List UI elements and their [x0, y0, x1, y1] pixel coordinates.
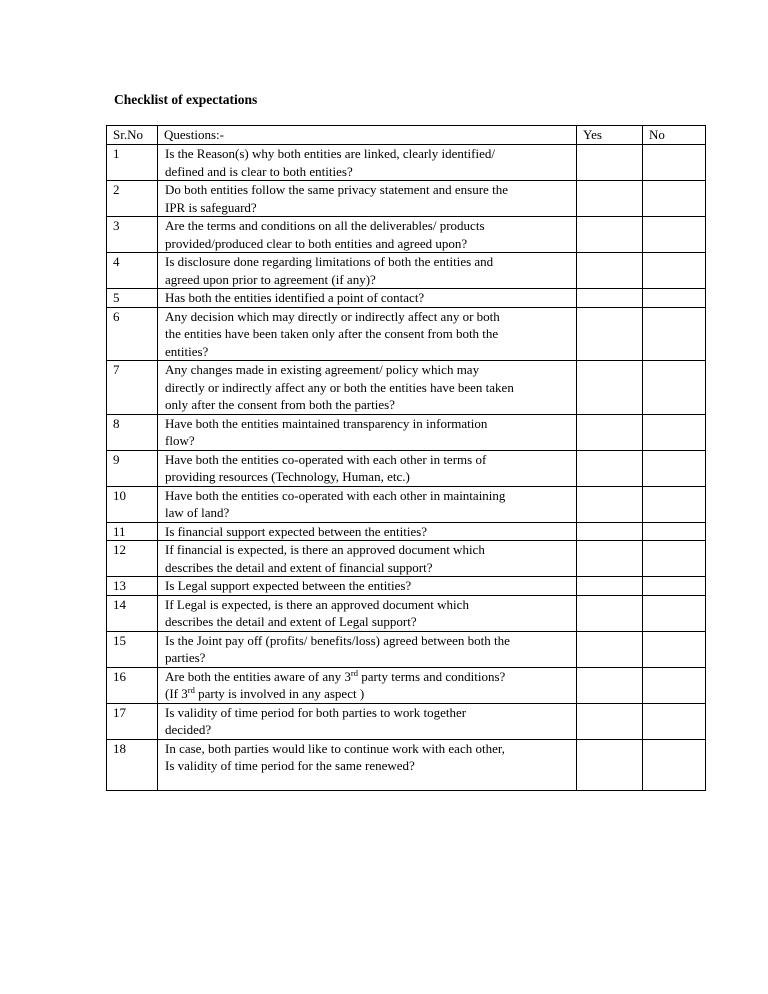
no-answer-cell[interactable] [643, 739, 706, 790]
question-text: party terms and conditions? [358, 668, 506, 684]
row-number: 18 [107, 739, 158, 790]
question-text: If financial is expected, is there an approved document which [165, 542, 485, 557]
question-text: Is the Reason(s) why both entities are linked, clearly identified/ [165, 146, 495, 161]
question-text: provided/produced clear to both entities and agreed upon? [165, 235, 468, 251]
row-number: 13 [107, 577, 158, 596]
checklist-table [106, 125, 706, 791]
row-number: 2 [107, 181, 158, 217]
yes-answer-cell[interactable] [577, 217, 643, 253]
row-number: 12 [107, 541, 158, 577]
question-text: Is disclosure done regarding limitations of both the entities and [165, 254, 494, 269]
yes-answer-cell[interactable] [577, 450, 643, 486]
yes-answer-cell[interactable] [577, 631, 643, 667]
table-row [107, 739, 706, 790]
table-row [107, 703, 706, 739]
question-text: Is validity of time period for both parties to work together [165, 704, 467, 720]
table-row [107, 631, 706, 667]
yes-answer-cell[interactable] [577, 145, 643, 181]
question-cell [158, 289, 577, 308]
table-row [107, 667, 706, 703]
ordinal-suffix: rd [350, 667, 358, 678]
question-text: agreed upon prior to agreement (if any)? [165, 271, 376, 287]
question-text: (If 3 [165, 686, 188, 701]
question-text: IPR is safeguard? [165, 199, 257, 215]
question-text: party is involved in any aspect ) [194, 686, 365, 701]
row-number: 15 [107, 631, 158, 667]
table-row [107, 253, 706, 289]
question-text: Have both the entities co-operated with each other in maintaining [165, 487, 506, 503]
table-row [107, 289, 706, 308]
question-text: decided? [165, 722, 212, 737]
no-answer-cell[interactable] [643, 577, 706, 596]
yes-answer-cell[interactable] [577, 253, 643, 289]
table-row [107, 577, 706, 596]
header-no: No [643, 126, 706, 145]
question-text: Has both the entities identified a point of contact? [165, 290, 425, 305]
no-answer-cell[interactable] [643, 522, 706, 541]
row-number: 4 [107, 253, 158, 289]
yes-answer-cell[interactable] [577, 667, 643, 703]
question-cell [158, 522, 577, 541]
no-answer-cell[interactable] [643, 307, 706, 361]
yes-answer-cell[interactable] [577, 595, 643, 631]
question-text: Have both the entities maintained transparency in information [165, 415, 488, 431]
question-text: the entities have been taken only after the consent from both the [165, 326, 499, 341]
table-row [107, 450, 706, 486]
no-answer-cell[interactable] [643, 631, 706, 667]
table-row [107, 414, 706, 450]
table-row [107, 307, 706, 361]
no-answer-cell[interactable] [643, 145, 706, 181]
table-row [107, 181, 706, 217]
no-answer-cell[interactable] [643, 253, 706, 289]
table-row [107, 486, 706, 522]
row-number: 9 [107, 450, 158, 486]
yes-answer-cell[interactable] [577, 703, 643, 739]
no-answer-cell[interactable] [643, 667, 706, 703]
yes-answer-cell[interactable] [577, 289, 643, 308]
question-cell [158, 450, 577, 486]
no-answer-cell[interactable] [643, 450, 706, 486]
no-answer-cell[interactable] [643, 361, 706, 415]
yes-answer-cell[interactable] [577, 522, 643, 541]
question-text: Is validity of time period for the same renewed? [165, 758, 415, 773]
no-answer-cell[interactable] [643, 541, 706, 577]
question-text: Have both the entities co-operated with each other in terms of [165, 451, 487, 467]
row-number: 8 [107, 414, 158, 450]
header-yes: Yes [577, 126, 643, 145]
no-answer-cell[interactable] [643, 595, 706, 631]
question-text: providing resources (Technology, Human, etc.) [165, 469, 410, 484]
no-answer-cell[interactable] [643, 289, 706, 308]
row-number: 10 [107, 486, 158, 522]
question-text: parties? [165, 650, 206, 665]
question-text: entities? [165, 343, 209, 359]
row-number: 14 [107, 595, 158, 631]
question-text: Is Legal support expected between the entities? [165, 578, 412, 593]
ordinal-suffix: rd [187, 685, 195, 695]
question-text: flow? [165, 433, 195, 448]
row-number: 6 [107, 307, 158, 361]
question-text: only after the consent from both the parties? [165, 397, 395, 412]
question-cell [158, 361, 577, 415]
question-cell [158, 145, 577, 181]
no-answer-cell[interactable] [643, 703, 706, 739]
question-text: Are the terms and conditions on all the deliverables/ products [165, 218, 485, 233]
question-text: If Legal is expected, is there an approved document which [165, 596, 469, 612]
yes-answer-cell[interactable] [577, 307, 643, 361]
no-answer-cell[interactable] [643, 217, 706, 253]
row-number: 7 [107, 361, 158, 415]
question-text: defined and is clear to both entities? [165, 163, 353, 179]
checklist-body [107, 145, 706, 791]
question-cell [158, 667, 577, 703]
question-text: law of land? [165, 505, 230, 520]
table-row [107, 145, 706, 181]
question-cell [158, 486, 577, 522]
question-cell [158, 577, 577, 596]
question-cell [158, 595, 577, 631]
question-text: describes the detail and extent of Legal support? [165, 614, 417, 629]
question-cell [158, 739, 577, 790]
question-cell [158, 307, 577, 361]
no-answer-cell[interactable] [643, 414, 706, 450]
yes-answer-cell[interactable] [577, 414, 643, 450]
row-number: 11 [107, 522, 158, 541]
yes-answer-cell[interactable] [577, 181, 643, 217]
question-text: directly or indirectly affect any or both the entities have been taken [165, 379, 514, 395]
yes-answer-cell[interactable] [577, 577, 643, 596]
question-text: Is the Joint pay off (profits/ benefits/loss) agreed between both the [165, 632, 510, 648]
table-row [107, 541, 706, 577]
question-cell [158, 631, 577, 667]
row-number: 5 [107, 289, 158, 308]
document-title: Checklist of expectations [114, 92, 258, 107]
table-row [107, 361, 706, 415]
question-text: Do both entities follow the same privacy statement and ensure the [165, 182, 508, 197]
yes-answer-cell[interactable] [577, 486, 643, 522]
question-cell [158, 703, 577, 739]
question-cell [158, 181, 577, 217]
yes-answer-cell[interactable] [577, 361, 643, 415]
yes-answer-cell[interactable] [577, 541, 643, 577]
question-text: describes the detail and extent of financial support? [165, 559, 433, 575]
no-answer-cell[interactable] [643, 486, 706, 522]
question-text: Any decision which may directly or indirectly affect any or both [165, 308, 500, 324]
table-row [107, 595, 706, 631]
question-cell [158, 253, 577, 289]
no-answer-cell[interactable] [643, 181, 706, 217]
header-question: Questions:- [158, 126, 577, 145]
row-number: 1 [107, 145, 158, 181]
row-number: 17 [107, 703, 158, 739]
question-text: Is financial support expected between the entities? [165, 523, 428, 539]
question-cell [158, 414, 577, 450]
question-text: In case, both parties would like to continue work with each other, [165, 740, 505, 756]
question-text: Are both the entities aware of any 3 [165, 668, 351, 684]
row-number: 16 [107, 667, 158, 703]
header-sr-no: Sr.No [107, 126, 158, 145]
question-text: Any changes made in existing agreement/ policy which may [165, 362, 480, 377]
table-row [107, 522, 706, 541]
row-number: 3 [107, 217, 158, 253]
question-cell [158, 541, 577, 577]
header-row [107, 126, 706, 145]
question-cell [158, 217, 577, 253]
yes-answer-cell[interactable] [577, 739, 643, 790]
table-row [107, 217, 706, 253]
